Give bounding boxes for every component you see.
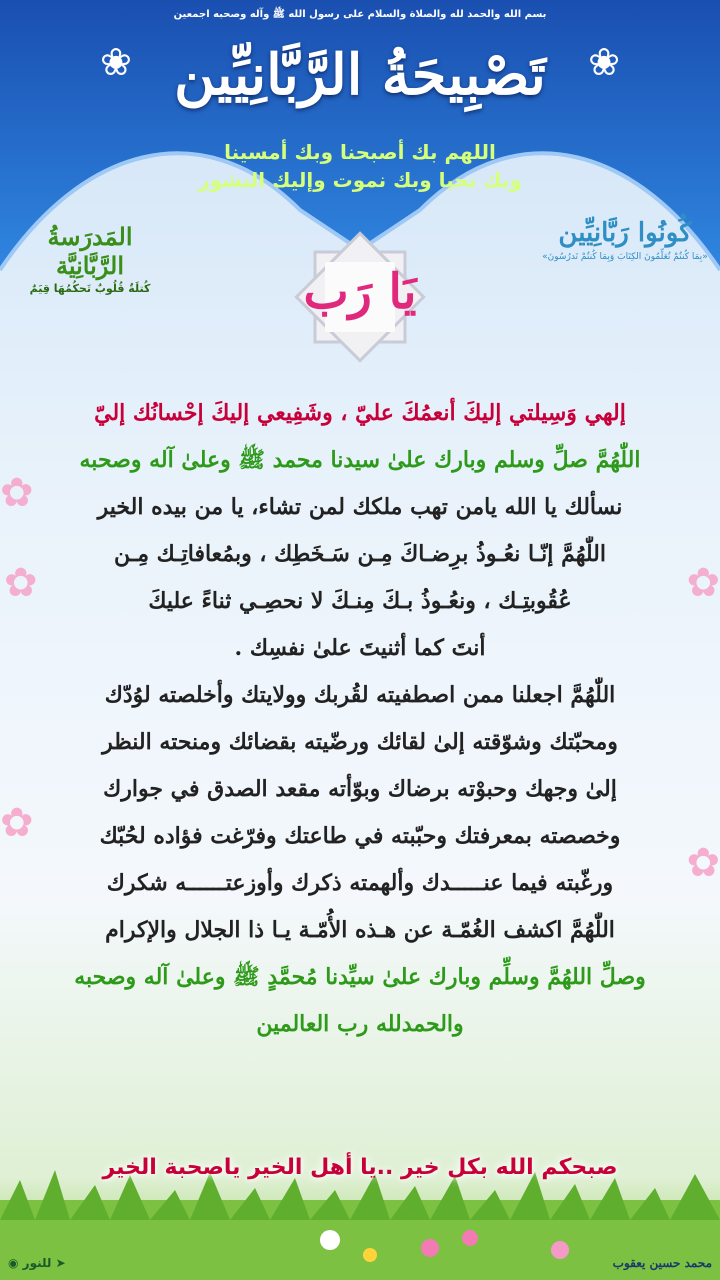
madrasa-logo-subtitle: كُتلَةٌ قُلُوبٌ تَحكُمُهَا قِيَمٌ (29, 282, 151, 295)
kunu-logo-title: كُونُوا رَبَّانِيِّين (558, 218, 692, 248)
kunu-rabbaniyyin-logo (540, 218, 710, 262)
author-signature: محمد حسين يعقوب (612, 1256, 712, 1270)
madrasa-logo (10, 222, 170, 295)
madrasa-logo-title: المَدرَسةُ الرَّبَّانِيَّة (47, 222, 133, 280)
prayer-line: اللّٰهُمَّ اجعلنا ممن اصطفيته لقُربك وولايتك وأخلصته لوُدّك (104, 682, 616, 708)
prayer-body (18, 390, 702, 1048)
prayer-line: إلهي وَسِيلتي إليكَ أنعمُكَ عليّ ، وشَفِيعي إليكَ إحْسانُك إليّ (94, 400, 626, 426)
prayer-line: نسألك يا الله يامن تهب ملكك لمن تشاء، يا من بيده الخير (97, 494, 623, 520)
dua-line-1: اللهم بك أصبحنا وبك أمسينا (224, 140, 496, 164)
prayer-line: وصلِّ اللهُمَّ وسلِّم وبارك علىٰ سيِّدنا مُحمَّدٍ ﷺ وعلىٰ آله وصحبه (74, 964, 646, 990)
center-star-emblem (285, 222, 435, 372)
dua-line-2: وبك نحيا وبك نموت وإليك النشور (198, 168, 522, 192)
flower-icon: ✿ (4, 560, 38, 606)
prayer-line: وخصصته بمعرفتك وحبّبته في طاعتك وفرّغت فؤاده لحُبّك (99, 823, 621, 849)
prayer-line: اللّٰهُمَّ صلِّ وسلم وبارك علىٰ سيدنا محمد ﷺ وعلىٰ آله وصحبه (79, 447, 641, 473)
prayer-line: أنتَ كما أثنيتَ علىٰ نفسِك . (234, 635, 486, 661)
social-label: للنور (22, 1256, 52, 1270)
whatsapp-icon: ◉ (8, 1256, 19, 1270)
prayer-line: عُقُوبتِـك ، ونعُـوذُ بـكَ مِنـكَ لا نحصِـي ثناءً عليكَ (148, 588, 572, 614)
flower-icon: ❀ (100, 40, 132, 84)
morning-greeting: صبحكم الله بكل خير ..يا أهل الخير ياصحبة الخير (102, 1155, 618, 1180)
prayer-line: والحمدلله رب العالمين (256, 1011, 464, 1037)
prayer-line: ومحبّتك وشوّقته إلىٰ لقائك ورضّيته بقضائك ومنحته النظر (102, 729, 618, 755)
page-title: تَصْبِيحَةُ الرَّبَّانِيِّين (174, 42, 546, 108)
telegram-icon: ➤ (55, 1256, 66, 1270)
flower-icon: ✿ (686, 840, 720, 886)
prayer-line: ورغّبته فيما عنـــــدك وألهمته ذكرك وأوزعتــــــه شكرك (106, 870, 614, 896)
ya-rab-calligraphy: يَا رَب (303, 264, 417, 320)
prayer-line: اللّٰهُمَّ اكشف الغُمّـة عن هـذه الأُمّـة يـا ذا الجلال والإكرام (105, 917, 615, 943)
kunu-logo-subtitle: «بِمَا كُنتُمْ تُعَلِّمُونَ الكِتَابَ وَبِمَا كُنتُمْ تَدرُسُونَ» (542, 252, 708, 262)
flower-icon: ❀ (588, 40, 620, 84)
flower-icon: ✿ (686, 560, 720, 606)
bismillah-text: بسم الله والحمد لله والصلاة والسلام على رسول الله ﷺ وآله وصحبه اجمعين (173, 9, 547, 20)
prayer-line: اللّٰهُمَّ إنّـا نعُـوذُ برِضـاكَ مِـن سَـخَطِك ، وبمُعافاتِـك مِـن (114, 541, 606, 567)
flower-icon: ✿ (0, 470, 34, 516)
prayer-line: إلىٰ وجهك وحبوْته برضاك وبوّأته مقعد الصدق في جوارك (103, 776, 617, 802)
social-handles (8, 1256, 66, 1270)
flower-icon: ✿ (0, 800, 34, 846)
